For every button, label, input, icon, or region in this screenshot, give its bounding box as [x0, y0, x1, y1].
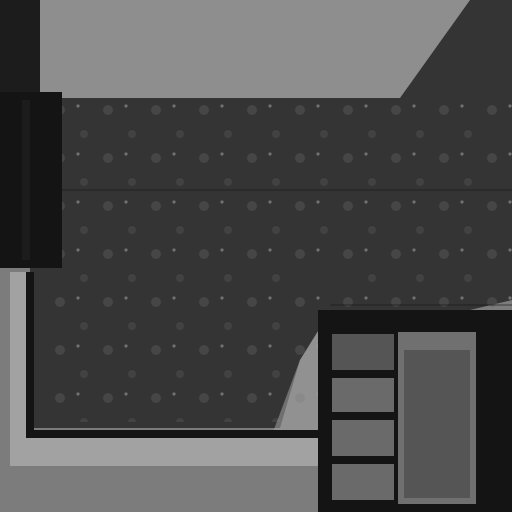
left-wall-inner	[22, 100, 30, 260]
left-wall-column	[0, 92, 62, 268]
door-panel	[404, 350, 470, 498]
left-wall-top	[0, 0, 40, 92]
stair-step-top	[332, 334, 394, 370]
stair-step	[332, 464, 394, 500]
ground-bottom	[0, 466, 318, 512]
door-panel-shadow	[476, 332, 490, 504]
stair-step	[332, 420, 394, 456]
stair-step	[332, 378, 394, 412]
roof-texture-lower	[40, 272, 320, 422]
